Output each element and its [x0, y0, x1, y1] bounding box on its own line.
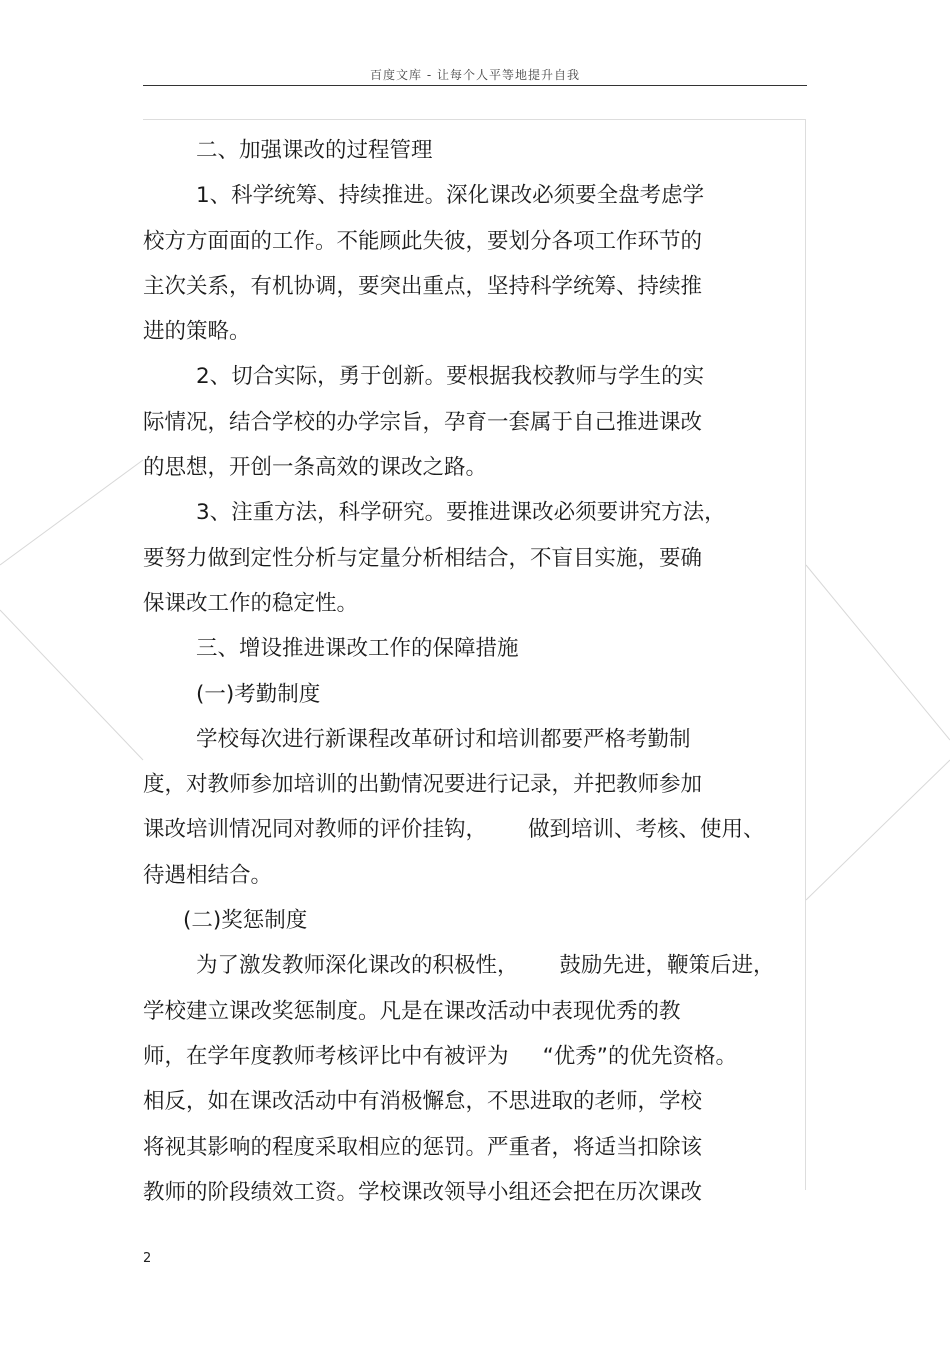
text-line: 教师的阶段绩效工资。学校课改领导小组还会把在历次课改 — [143, 1179, 703, 1205]
text-line: 相反，如在课改活动中有消极懈怠，不思进取的老师，学校 — [143, 1089, 703, 1115]
text-line: 际情况，结合学校的办学宗旨，孕育一套属于自己推进课改 — [143, 409, 703, 435]
text-line: (二)奖惩制度 — [183, 908, 308, 934]
text-line: 校方方面面的工作。不能顾此失彼，要划分各项工作环节的 — [143, 228, 703, 254]
page-number: 2 — [143, 1251, 152, 1266]
text-line: 二、加强课改的过程管理 — [196, 138, 433, 163]
text-line: 师，在学年度教师考核评比中有被评为 “优秀”的优先资格。 — [143, 1043, 737, 1069]
text-line: 保课改工作的稳定性。 — [143, 590, 359, 616]
text-line: (一)考勤制度 — [196, 681, 321, 707]
header-divider — [143, 85, 807, 86]
text-line: 主次关系，有机协调，要突出重点，坚持科学统筹、持续推 — [143, 273, 703, 299]
page-header: 百度文库 - 让每个人平等地提升自我 — [370, 68, 580, 82]
text-line: 2、切合实际，勇于创新。要根据我校教师与学生的实 — [196, 364, 705, 390]
text-line: 3、注重方法，科学研究。要推进课改必须要讲究方法， — [196, 500, 726, 526]
text-line: 1、科学统筹、持续推进。深化课改必须要全盘考虑学 — [196, 183, 705, 209]
document-body — [143, 128, 808, 1215]
text-line: 课改培训情况同对教师的评价挂钩， 做到培训、考核、使用、 — [143, 817, 765, 843]
text-line: 进的策略。 — [143, 319, 251, 345]
text-line: 三、增设推进课改工作的保障措施 — [196, 636, 519, 662]
text-line: 待遇相结合。 — [143, 862, 273, 888]
text-line: 要努力做到定性分析与定量分析相结合，不盲目实施，要确 — [143, 545, 703, 571]
text-line: 学校每次进行新课程改革研讨和培训都要严格考勤制 — [196, 726, 691, 752]
text-line: 度，对教师参加培训的出勤情况要进行记录，并把教师参加 — [143, 772, 703, 798]
text-line: 学校建立课改奖惩制度。凡是在课改活动中表现优秀的教 — [143, 998, 681, 1024]
text-line: 将视其影响的程度采取相应的惩罚。严重者，将适当扣除该 — [143, 1134, 703, 1160]
text-line: 为了激发教师深化课改的积极性， 鼓励先进，鞭策后进， — [196, 953, 775, 979]
text-line: 的思想，开创一条高效的课改之路。 — [143, 455, 488, 481]
